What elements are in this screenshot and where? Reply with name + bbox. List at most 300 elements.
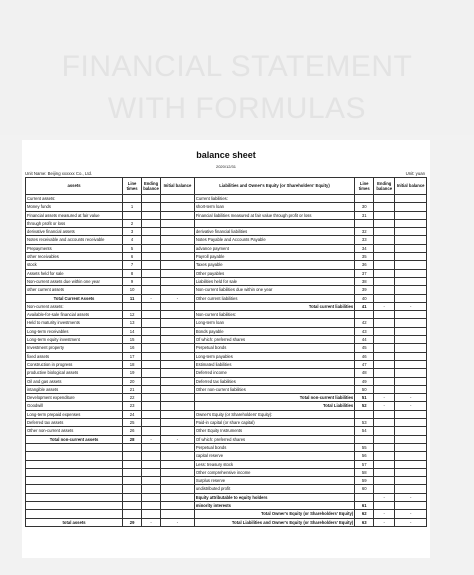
asset-initial-balance: - [161,435,195,443]
spreadsheet-page [22,140,430,558]
liability-line-no: 50 [355,385,374,393]
liability-name: Bonds payable [194,327,354,335]
liability-line-no: 60 [355,485,374,493]
asset-name: derivative financial assets [26,228,123,236]
liability-line-no: 62 [355,510,374,518]
liability-line-no: 36 [355,261,374,269]
liability-ending-balance [374,253,395,261]
header-line-times-2: Line times [355,178,374,195]
asset-ending-balance [142,277,161,285]
liability-line-no [355,435,374,443]
asset-line-no: 8 [123,269,142,277]
liability-line-no: 42 [355,319,374,327]
liability-name: Total non-current liabilities [194,394,354,402]
liability-name: Liabilities held for sale [194,277,354,285]
asset-line-no [123,477,142,485]
liability-initial-balance [395,203,427,211]
asset-ending-balance [142,510,161,518]
asset-initial-balance [161,302,195,310]
asset-name [26,501,123,509]
liability-ending-balance [374,501,395,509]
banner-title-line-1: FINANCIAL STATEMENT [61,50,413,83]
liability-ending-balance [374,319,395,327]
asset-line-no: 2 [123,219,142,227]
asset-name: Deferred tax assets [26,419,123,427]
asset-name: Available-for-sale financial assets [26,311,123,319]
table-row [26,327,427,335]
liability-initial-balance [395,277,427,285]
asset-initial-balance [161,427,195,435]
liability-initial-balance: - [395,518,427,526]
asset-name: Long-term equity investment [26,336,123,344]
table-row [26,302,427,310]
liability-ending-balance [374,369,395,377]
header-ending-balance: Ending balance [142,178,161,195]
liability-initial-balance [395,352,427,360]
asset-initial-balance [161,261,195,269]
table-row [26,427,427,435]
table-row [26,477,427,485]
asset-ending-balance [142,319,161,327]
asset-initial-balance: - [161,294,195,302]
asset-initial-balance [161,477,195,485]
liability-name: short-term loan [194,203,354,211]
asset-name [26,493,123,501]
liability-line-no: 59 [355,477,374,485]
asset-initial-balance [161,203,195,211]
liability-initial-balance [395,253,427,261]
liability-initial-balance [395,410,427,418]
liability-ending-balance [374,211,395,219]
header-ending-balance-2: Ending balance [374,178,395,195]
asset-name: stock [26,261,123,269]
table-row [26,195,427,203]
table-row [26,269,427,277]
liability-ending-balance [374,360,395,368]
liability-ending-balance [374,336,395,344]
table-row [26,510,427,518]
liability-ending-balance: - [374,493,395,501]
table-row [26,219,427,227]
liability-initial-balance: - [395,302,427,310]
asset-name: productive biological assets [26,369,123,377]
asset-line-no: 15 [123,336,142,344]
liability-line-no: 44 [355,336,374,344]
table-row [26,377,427,385]
liability-ending-balance [374,277,395,285]
asset-initial-balance [161,336,195,344]
liability-ending-balance [374,452,395,460]
asset-line-no [123,510,142,518]
asset-ending-balance [142,236,161,244]
asset-name: Prepayments [26,244,123,252]
liability-ending-balance [374,195,395,203]
table-row [26,277,427,285]
asset-line-no: 22 [123,394,142,402]
asset-initial-balance [161,253,195,261]
asset-line-no [123,443,142,451]
table-row [26,468,427,476]
asset-name [26,460,123,468]
liability-initial-balance [395,435,427,443]
liability-name: Paid-in capital (or share capital) [194,419,354,427]
liability-name: Financial liabilities measured at fair value through profit or loss [194,211,354,219]
liability-ending-balance [374,269,395,277]
liability-line-no: 61 [355,501,374,509]
liability-initial-balance [395,311,427,319]
asset-line-no [123,468,142,476]
asset-ending-balance [142,460,161,468]
asset-initial-balance [161,468,195,476]
table-row [26,211,427,219]
asset-name: Other non-current assets [26,427,123,435]
asset-initial-balance [161,460,195,468]
asset-ending-balance [142,410,161,418]
liability-line-no: 46 [355,352,374,360]
asset-name: other current assets [26,286,123,294]
asset-line-no: 10 [123,286,142,294]
asset-ending-balance [142,468,161,476]
liability-line-no: 35 [355,253,374,261]
asset-initial-balance [161,244,195,252]
asset-ending-balance [142,377,161,385]
table-row [26,402,427,410]
asset-ending-balance [142,485,161,493]
liability-line-no: 37 [355,269,374,277]
sheet-date: 2020/12/31 [215,164,237,169]
liability-name: Perpetual bonds [194,344,354,352]
asset-line-no [123,485,142,493]
header-liabilities: Liabilities and Owner's Equity (or Shareholders' Equity) [194,178,354,195]
liability-initial-balance [395,485,427,493]
header-assets: assets [26,178,123,195]
asset-name: Current assets: [26,195,123,203]
liability-line-no [355,219,374,227]
asset-initial-balance [161,269,195,277]
asset-line-no: 1 [123,203,142,211]
liability-initial-balance [395,336,427,344]
asset-name: Notes receivable and accounts receivable [26,236,123,244]
liability-ending-balance: - [374,302,395,310]
asset-line-no: 18 [123,360,142,368]
liability-name: Total Liabilities [194,402,354,410]
table-row [26,501,427,509]
asset-initial-balance [161,236,195,244]
liability-initial-balance [395,344,427,352]
liability-name: Less: treasury stock [194,460,354,468]
asset-line-no: 26 [123,427,142,435]
asset-line-no: 16 [123,344,142,352]
asset-ending-balance [142,501,161,509]
liability-name: Total Liabilities and Owner's Equity (or Shareholders' Equity) [194,518,354,526]
liability-line-no: 47 [355,360,374,368]
asset-name: Goodwill [26,402,123,410]
table-row [26,518,427,526]
asset-initial-balance [161,344,195,352]
asset-ending-balance [142,311,161,319]
table-row [26,336,427,344]
asset-ending-balance [142,286,161,294]
liability-ending-balance [374,294,395,302]
sheet-title: balance sheet [196,150,256,160]
table-body [26,195,427,527]
table-row [26,360,427,368]
liability-name: Taxes payable [194,261,354,269]
asset-line-no: 23 [123,402,142,410]
unit-label: Unit: yuan [405,171,425,176]
asset-ending-balance [142,493,161,501]
table-row [26,443,427,451]
liability-name: Other current liabilities [194,294,354,302]
liability-line-no: 54 [355,427,374,435]
liability-initial-balance [395,236,427,244]
asset-ending-balance [142,402,161,410]
asset-initial-balance [161,377,195,385]
asset-ending-balance [142,427,161,435]
liability-initial-balance [395,369,427,377]
asset-initial-balance [161,195,195,203]
asset-initial-balance [161,352,195,360]
asset-name: Long-term receivables [26,327,123,335]
unit-name: Unit Name: Beijing xxxxxx Co., Ltd. [25,171,93,176]
liability-line-no: 48 [355,369,374,377]
liability-ending-balance: - [374,402,395,410]
liability-line-no: 41 [355,302,374,310]
asset-initial-balance [161,394,195,402]
asset-name: Non-current assets: [26,302,123,310]
asset-name: Non-current assets due within one year [26,277,123,285]
liability-initial-balance [395,360,427,368]
asset-initial-balance [161,402,195,410]
asset-ending-balance [142,360,161,368]
asset-ending-balance [142,477,161,485]
liability-line-no [355,195,374,203]
asset-initial-balance [161,485,195,493]
asset-name: Financial assets measured at fair value [26,211,123,219]
table-row [26,286,427,294]
table-row [26,236,427,244]
liability-ending-balance [374,344,395,352]
asset-name: fixed assets [26,352,123,360]
asset-name [26,468,123,476]
asset-ending-balance [142,394,161,402]
liability-initial-balance [395,211,427,219]
liability-line-no: 57 [355,460,374,468]
liability-line-no: 31 [355,211,374,219]
liability-name: Payroll payable [194,253,354,261]
asset-line-no: 17 [123,352,142,360]
liability-name: Of which: preferred shares [194,336,354,344]
asset-initial-balance [161,311,195,319]
asset-initial-balance [161,219,195,227]
liability-initial-balance: - [395,510,427,518]
liability-initial-balance [395,319,427,327]
asset-ending-balance [142,344,161,352]
liability-line-no: 51 [355,394,374,402]
liability-ending-balance [374,286,395,294]
liability-ending-balance [374,460,395,468]
liability-initial-balance [395,377,427,385]
asset-initial-balance [161,228,195,236]
header-initial-balance: Initial balance [161,178,195,195]
asset-name [26,510,123,518]
asset-name: Money funds [26,203,123,211]
asset-initial-balance [161,319,195,327]
asset-name: intangible assets [26,385,123,393]
table-header-row [26,178,427,195]
liability-ending-balance [374,419,395,427]
asset-initial-balance [161,360,195,368]
asset-line-no: 11 [123,294,142,302]
liability-line-no: 56 [355,452,374,460]
asset-ending-balance [142,269,161,277]
liability-name: derivative financial liabilities [194,228,354,236]
liability-name: Long-term payables [194,352,354,360]
liability-initial-balance [395,443,427,451]
liability-ending-balance: - [374,394,395,402]
asset-initial-balance [161,419,195,427]
liability-line-no [355,493,374,501]
asset-line-no [123,302,142,310]
asset-ending-balance: - [142,518,161,526]
asset-line-no: 20 [123,377,142,385]
liability-initial-balance [395,244,427,252]
liability-initial-balance [395,477,427,485]
asset-name: through profit or loss [26,219,123,227]
asset-ending-balance [142,261,161,269]
table-row [26,485,427,493]
asset-ending-balance [142,302,161,310]
asset-ending-balance [142,228,161,236]
table-row [26,419,427,427]
asset-ending-balance [142,443,161,451]
liability-ending-balance [374,485,395,493]
table-row [26,244,427,252]
liability-ending-balance [374,311,395,319]
asset-name: Total non-current assets [26,435,123,443]
asset-name [26,477,123,485]
liability-ending-balance [374,443,395,451]
asset-line-no: 29 [123,518,142,526]
liability-initial-balance [395,228,427,236]
liability-ending-balance: - [374,510,395,518]
liability-initial-balance [395,269,427,277]
asset-ending-balance [142,203,161,211]
asset-initial-balance [161,410,195,418]
asset-initial-balance: - [161,518,195,526]
asset-name [26,452,123,460]
table-row [26,311,427,319]
table-row [26,253,427,261]
liability-name: Other comprehensive income [194,468,354,476]
table-row [26,385,427,393]
asset-initial-balance [161,385,195,393]
liability-initial-balance [395,286,427,294]
liability-line-no: 45 [355,344,374,352]
liability-name: Perpetual bonds [194,443,354,451]
asset-ending-balance [142,219,161,227]
liability-ending-balance [374,228,395,236]
table-row [26,435,427,443]
liability-initial-balance [395,460,427,468]
liability-line-no [355,311,374,319]
liability-name: Non-current liabilities: [194,311,354,319]
table-row [26,294,427,302]
liability-initial-balance [395,452,427,460]
asset-line-no [123,493,142,501]
liability-ending-balance [374,427,395,435]
asset-line-no [123,501,142,509]
liability-name: Notes Payable and Accounts Payable [194,236,354,244]
asset-line-no [123,452,142,460]
asset-name: Investment property [26,344,123,352]
asset-initial-balance [161,327,195,335]
liability-name: Equity attributable to equity holders [194,493,354,501]
liability-line-no: 52 [355,402,374,410]
liability-initial-balance [395,427,427,435]
asset-line-no: 24 [123,410,142,418]
asset-ending-balance [142,195,161,203]
table-row [26,352,427,360]
table-row [26,369,427,377]
asset-line-no [123,195,142,203]
asset-name: other receivables [26,253,123,261]
asset-initial-balance [161,510,195,518]
liability-ending-balance [374,468,395,476]
liability-initial-balance [395,219,427,227]
liability-initial-balance [395,385,427,393]
liability-initial-balance [395,294,427,302]
liability-line-no: 32 [355,228,374,236]
liability-name [194,219,354,227]
asset-name: Oil and gas assets [26,377,123,385]
asset-name: Assets held for sale [26,269,123,277]
asset-name: Total Current Assets [26,294,123,302]
asset-line-no: 4 [123,236,142,244]
liability-ending-balance [374,377,395,385]
asset-ending-balance [142,253,161,261]
liability-name: Other non-current liabilities [194,385,354,393]
liability-name: Other payables [194,269,354,277]
asset-initial-balance [161,277,195,285]
table-row [26,410,427,418]
asset-line-no: 28 [123,435,142,443]
liability-name: Other Equity Instruments [194,427,354,435]
liability-ending-balance [374,219,395,227]
asset-line-no [123,211,142,219]
liability-ending-balance [374,244,395,252]
liability-name: Estimated liabilities [194,360,354,368]
asset-line-no: 7 [123,261,142,269]
asset-ending-balance [142,352,161,360]
asset-line-no: 25 [123,419,142,427]
liability-initial-balance [395,195,427,203]
asset-name [26,485,123,493]
liability-name: Owner's Equity (or Shareholders' Equity): [194,410,354,418]
asset-name [26,443,123,451]
asset-ending-balance [142,211,161,219]
asset-initial-balance [161,211,195,219]
asset-initial-balance [161,369,195,377]
asset-ending-balance [142,327,161,335]
asset-line-no: 19 [123,369,142,377]
asset-line-no [123,460,142,468]
liability-initial-balance: - [395,493,427,501]
banner [0,0,474,135]
asset-name: Development expenditure [26,394,123,402]
liability-name: Deferred tax liabilities [194,377,354,385]
liability-ending-balance [374,203,395,211]
